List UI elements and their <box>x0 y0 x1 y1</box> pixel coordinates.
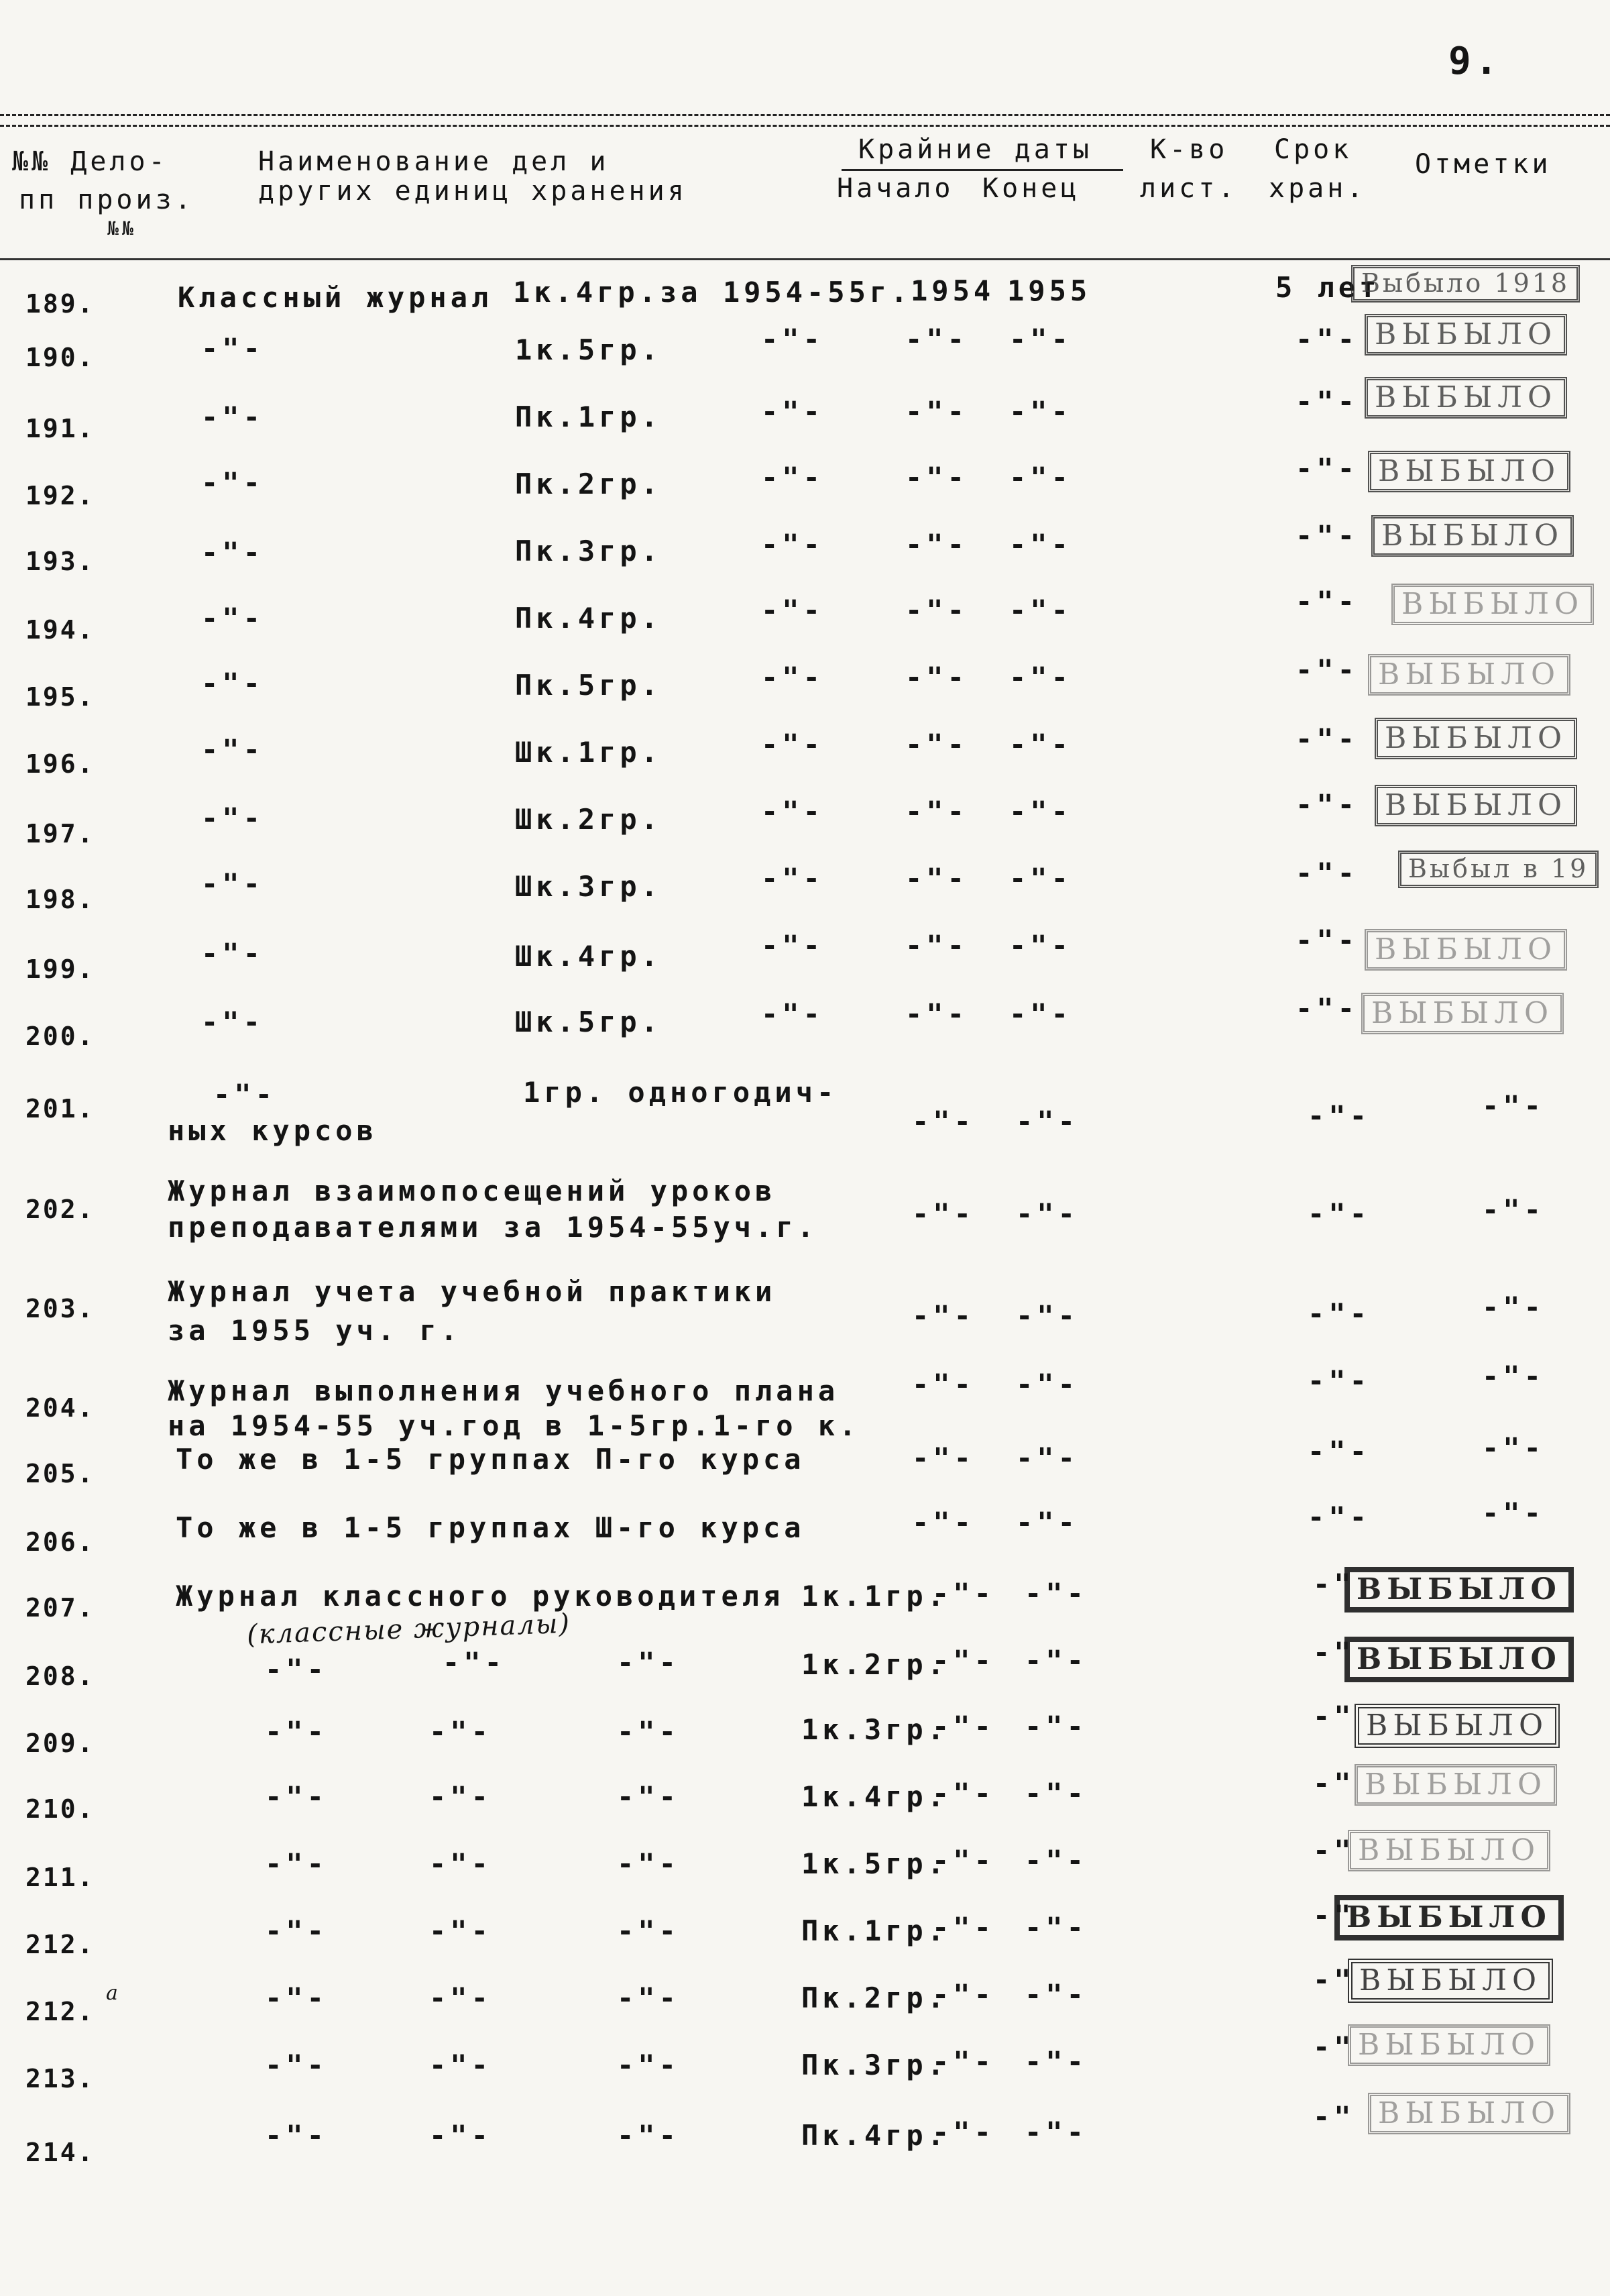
row-start: -"- <box>905 323 968 356</box>
row-start: -"- <box>905 594 968 626</box>
header-no: №№ Дело- <box>12 146 168 177</box>
row-number: 207. <box>25 1593 95 1623</box>
row-start: -"- <box>905 395 968 428</box>
vybylo-stamp: ВЫБЫЛО <box>1355 1764 1557 1806</box>
row-start: -"- <box>912 1506 975 1539</box>
row-notes: -"- <box>1482 1360 1545 1392</box>
row-number: 210. <box>25 1794 95 1824</box>
row-start: -"- <box>932 2045 995 2078</box>
row-number: 194. <box>25 615 95 645</box>
row-ditto-a: -"- <box>265 1981 328 2014</box>
row-line-1: Журнал взаимопосещений уроков <box>168 1174 777 1207</box>
row-group: 1к.4гр. <box>801 1780 949 1813</box>
row-number: 202. <box>25 1195 95 1224</box>
row-ditto-c: -"- <box>617 2119 680 2152</box>
row-start: -"- <box>912 1197 975 1230</box>
row-end: -"- <box>1009 323 1072 356</box>
row-term: -"- <box>1296 924 1359 956</box>
row-extra: -"- <box>761 795 824 828</box>
header-bottom-rule <box>0 258 1610 260</box>
row-term: -" <box>1313 1963 1355 1996</box>
row-number: 191. <box>25 414 95 443</box>
row-term: -" <box>1313 1568 1355 1600</box>
row-group: Пк.4гр. <box>801 2119 949 2152</box>
row-notes: -"- <box>1482 1496 1545 1529</box>
row-term: -"- <box>1296 992 1359 1025</box>
row-group: 1гр. одногодич- <box>523 1076 838 1109</box>
row-term: -"- <box>1296 788 1359 821</box>
header-no-2: пп произ. <box>19 184 194 215</box>
row-start: -"- <box>905 795 968 828</box>
row-extra: -"- <box>761 929 824 962</box>
row-group: Пк.1гр. <box>801 1914 949 1947</box>
row-term: -"- <box>1308 1197 1371 1230</box>
row-ditto-a: -"- <box>265 1653 328 1686</box>
row-start: -"- <box>912 1441 975 1474</box>
row-line-1: То же в 1-5 группах Ш-го курса <box>176 1511 805 1544</box>
row-number: 209. <box>25 1729 95 1758</box>
row-number: 212. <box>25 1930 95 1959</box>
header-dates: Крайние даты <box>858 134 1092 165</box>
vybylo-stamp: ВЫБЫЛО <box>1348 1959 1553 2003</box>
row-number: 201. <box>25 1094 95 1124</box>
row-start: -"- <box>932 1844 995 1877</box>
row-term: -"- <box>1308 1500 1371 1533</box>
row-line-2: на 1954-55 уч.год в 1-5гр.1-го к. <box>168 1409 860 1442</box>
vybylo-stamp: ВЫБЫЛО <box>1365 929 1567 971</box>
row-ditto-b: -"- <box>429 2048 492 2081</box>
row-group: 1к.4гр.за 1954-55г. <box>513 276 912 309</box>
header-end: Конец <box>982 173 1080 204</box>
row-ditto-b: -"- <box>429 1981 492 2014</box>
row-number: 190. <box>25 343 95 372</box>
row-start: -"- <box>932 2116 995 2148</box>
row-group: Шк.3гр. <box>515 870 663 903</box>
row-group: Пк.4гр. <box>515 602 663 635</box>
row-term: -"- <box>1296 585 1359 618</box>
vybylo-stamp: ВЫБЫЛО <box>1348 1830 1550 1871</box>
vybylo-stamp: ВЫБЫЛО <box>1368 451 1570 492</box>
row-start: -"- <box>912 1299 975 1332</box>
row-number: 199. <box>25 954 95 984</box>
row-group: Шк.1гр. <box>515 736 663 769</box>
row-end: -"- <box>1025 1844 1088 1877</box>
row-end: -"- <box>1009 997 1072 1030</box>
vybylo-stamp: Выбыл в 19 <box>1398 851 1599 888</box>
row-term: -" <box>1313 1636 1355 1669</box>
row-number: 195. <box>25 682 95 712</box>
row-group: Шк.2гр. <box>515 803 663 836</box>
row-end: -"- <box>1016 1506 1079 1539</box>
row-extra: -"- <box>761 528 824 561</box>
row-term: -"- <box>1296 653 1359 686</box>
row-start: -"- <box>905 528 968 561</box>
row-end: -"- <box>1025 1777 1088 1810</box>
row-extra: -"- <box>761 661 824 694</box>
row-number-mark: а <box>106 1981 119 2005</box>
row-ditto-c: -"- <box>617 1914 680 1947</box>
row-name: -"- <box>201 536 264 569</box>
header-term-2: хран. <box>1269 173 1367 204</box>
row-name: -"- <box>201 602 264 635</box>
row-number: 204. <box>25 1393 95 1423</box>
row-name: -"- <box>201 466 264 499</box>
row-number: 197. <box>25 819 95 849</box>
header-dates-underline <box>842 169 1123 171</box>
row-notes: -"- <box>1482 1193 1545 1226</box>
row-start: 1954 <box>911 274 995 307</box>
row-end: -"- <box>1016 1368 1079 1401</box>
row-group: 1к.3гр. <box>801 1713 949 1746</box>
vybylo-stamp: ВЫБЫЛО <box>1361 993 1564 1034</box>
row-term: 5 лет <box>1275 271 1381 304</box>
header-top-rule-2 <box>0 125 1610 127</box>
vybylo-stamp: Выбыло 1918 <box>1351 265 1580 303</box>
row-name: -"- <box>201 733 264 766</box>
row-number: 208. <box>25 1661 95 1691</box>
row-number: 212. <box>25 1997 95 2026</box>
row-number: 214. <box>25 2138 95 2167</box>
row-extra: -"- <box>761 461 824 494</box>
row-term: -"- <box>1308 1297 1371 1330</box>
row-end: -"- <box>1025 1911 1088 1944</box>
row-extra: -"- <box>761 728 824 761</box>
row-start: -"- <box>932 1577 995 1610</box>
vybylo-stamp: ВЫБЫЛО <box>1365 314 1567 356</box>
row-term: -" <box>1313 1899 1355 1932</box>
row-name: -"- <box>201 937 264 970</box>
row-number: 193. <box>25 547 95 576</box>
row-number: 198. <box>25 885 95 914</box>
row-start: -"- <box>932 1978 995 2011</box>
row-group: 1к.2гр. <box>801 1648 949 1681</box>
row-number: 211. <box>25 1863 95 1892</box>
row-ditto-c: -"- <box>617 1847 680 1880</box>
row-end: -"- <box>1016 1197 1079 1230</box>
vybylo-stamp: ВЫБЫЛО <box>1375 785 1577 826</box>
row-term: -" <box>1313 1767 1355 1800</box>
row-end: -"- <box>1025 2116 1088 2148</box>
row-extra: -"- <box>761 395 824 428</box>
row-term: -" <box>1313 2100 1355 2133</box>
row-end: -"- <box>1025 1577 1088 1610</box>
vybylo-stamp: ВЫБЫЛО <box>1391 584 1594 625</box>
row-term: -" <box>1313 2030 1355 2063</box>
row-group: Пк.3гр. <box>515 535 663 567</box>
row-end: -"- <box>1025 1978 1088 2011</box>
row-ditto-c: -"- <box>617 2048 680 2081</box>
row-start: -"- <box>912 1368 975 1401</box>
row-number: 203. <box>25 1294 95 1323</box>
vybylo-stamp: ВЫБЫЛО <box>1368 654 1570 696</box>
row-name: -"- <box>213 1078 276 1111</box>
row-group: Пк.2гр. <box>801 1981 949 2014</box>
header-top-rule <box>0 114 1610 116</box>
row-end: -"- <box>1009 528 1072 561</box>
row-end: -"- <box>1016 1299 1079 1332</box>
row-ditto-a: -"- <box>265 1715 328 1748</box>
row-notes: -"- <box>1482 1291 1545 1323</box>
row-group: 1к.5гр. <box>515 333 663 366</box>
vybylo-stamp: ВЫБЫЛО <box>1371 515 1574 557</box>
row-name: -"- <box>201 332 264 365</box>
row-end: -"- <box>1016 1105 1079 1138</box>
row-start: -"- <box>932 1644 995 1677</box>
row-group: 1к.1гр. <box>801 1580 949 1612</box>
row-group: Пк.1гр. <box>515 400 663 433</box>
row-ditto-a: -"- <box>265 2119 328 2152</box>
row-term: -"- <box>1296 519 1359 552</box>
row-ditto-a: -"- <box>265 1914 328 1947</box>
row-ditto-c: -"- <box>617 1780 680 1813</box>
row-name: -"- <box>201 667 264 700</box>
row-ditto-c: -"- <box>617 1715 680 1748</box>
vybylo-stamp: ВЫБЫЛО <box>1365 377 1567 419</box>
vybylo-stamp: ВЫБЫЛО <box>1375 718 1577 759</box>
row-term: -"- <box>1296 385 1359 418</box>
header-no-3: №№ <box>107 217 137 239</box>
row-name: -"- <box>201 867 264 900</box>
row-line-1: Журнал классного руководителя <box>176 1580 785 1612</box>
row-end: -"- <box>1009 795 1072 828</box>
row-ditto-a: -"- <box>265 2048 328 2081</box>
row-term: -"- <box>1296 857 1359 889</box>
vybylo-stamp: ВЫБЫЛО <box>1344 1567 1574 1612</box>
row-number: 205. <box>25 1459 95 1488</box>
header-notes: Отметки <box>1415 149 1552 180</box>
row-end: -"- <box>1016 1441 1079 1474</box>
row-name-continued: ных курсов <box>168 1114 378 1147</box>
row-term: -" <box>1313 1834 1355 1867</box>
header-name-2: других единиц хранения <box>258 176 687 207</box>
row-end: -"- <box>1025 2045 1088 2078</box>
row-ditto-a: -"- <box>265 1780 328 1813</box>
row-extra: -"- <box>761 997 824 1030</box>
row-start: -"- <box>905 929 968 962</box>
row-term: -" <box>1313 1700 1355 1733</box>
row-term: -"- <box>1296 722 1359 755</box>
row-group: 1к.5гр. <box>801 1847 949 1880</box>
row-number: 206. <box>25 1527 95 1557</box>
row-end: -"- <box>1009 929 1072 962</box>
row-term: -"- <box>1296 452 1359 485</box>
row-name: -"- <box>201 400 264 433</box>
row-ditto-b: -"- <box>429 1780 492 1813</box>
row-term: -"- <box>1308 1099 1371 1132</box>
row-group: Пк.5гр. <box>515 669 663 702</box>
row-line-1: Журнал выполнения учебного плана <box>168 1374 840 1407</box>
row-start: -"- <box>905 728 968 761</box>
row-number: 200. <box>25 1022 95 1051</box>
row-ditto-c: -"- <box>617 1981 680 2014</box>
row-term: -"- <box>1296 323 1359 356</box>
row-end: -"- <box>1025 1710 1088 1743</box>
row-group: Шк.4гр. <box>515 940 663 973</box>
row-end: -"- <box>1009 661 1072 694</box>
row-start: -"- <box>932 1777 995 1810</box>
row-term: -"- <box>1308 1435 1371 1468</box>
row-end: 1955 <box>1007 274 1092 307</box>
row-term: -"- <box>1308 1364 1371 1397</box>
row-name: -"- <box>201 802 264 834</box>
header-sheets: К-во <box>1150 134 1228 165</box>
row-number: 189. <box>25 289 95 319</box>
row-start: -"- <box>932 1710 995 1743</box>
row-start: -"- <box>905 461 968 494</box>
row-ditto-a: -"- <box>265 1847 328 1880</box>
row-notes: -"- <box>1482 1089 1545 1122</box>
row-extra: -"- <box>761 594 824 626</box>
row-extra: -"- <box>761 862 824 895</box>
row-group: Пк.3гр. <box>801 2048 949 2081</box>
row-name: -"- <box>201 1005 264 1038</box>
row-start: -"- <box>905 661 968 694</box>
row-ditto-b: -"- <box>429 1914 492 1947</box>
row-end: -"- <box>1009 728 1072 761</box>
row-line-2: за 1955 уч. г. <box>168 1314 462 1347</box>
row-start: -"- <box>905 862 968 895</box>
row-start: -"- <box>912 1105 975 1138</box>
row-group: Шк.5гр. <box>515 1005 663 1038</box>
row-group: Пк.2гр. <box>515 468 663 500</box>
row-extra: -"- <box>761 323 824 356</box>
row-number: 192. <box>25 481 95 510</box>
row-line-2: преподавателями за 1954-55уч.г. <box>168 1211 818 1244</box>
row-name: Классный журнал <box>178 281 493 314</box>
row-end: -"- <box>1025 1644 1088 1677</box>
row-number: 196. <box>25 749 95 779</box>
row-ditto-b: -"- <box>429 1715 492 1748</box>
header-term: Срок <box>1274 134 1353 165</box>
row-line-1: То же в 1-5 группах П-го курса <box>176 1443 805 1476</box>
header-start: Начало <box>837 173 954 204</box>
row-number: 213. <box>25 2064 95 2093</box>
vybylo-stamp: ВЫБЫЛО <box>1348 2024 1550 2066</box>
row-end: -"- <box>1009 862 1072 895</box>
page-number: 9. <box>1448 40 1502 83</box>
row-start: -"- <box>905 997 968 1030</box>
vybylo-stamp: ВЫБЫЛО <box>1368 2093 1570 2134</box>
vybylo-stamp: ВЫБЫЛО <box>1334 1895 1564 1940</box>
row-notes: -"- <box>1482 1431 1545 1464</box>
row-line-1: Журнал учета учебной практики <box>168 1275 777 1308</box>
row-ditto-b: -"- <box>443 1646 506 1679</box>
header-name: Наименование дел и <box>258 146 610 177</box>
row-end: -"- <box>1009 594 1072 626</box>
handwritten-note: (классные журналы) <box>246 1608 571 1651</box>
row-start: -"- <box>932 1911 995 1944</box>
row-end: -"- <box>1009 395 1072 428</box>
row-ditto-c: -"- <box>617 1646 680 1679</box>
vybylo-stamp: ВЫБЫЛО <box>1344 1637 1574 1682</box>
row-ditto-b: -"- <box>429 1847 492 1880</box>
header-sheets-2: лист. <box>1140 173 1238 204</box>
row-ditto-b: -"- <box>429 2119 492 2152</box>
vybylo-stamp: ВЫБЫЛО <box>1355 1704 1560 1748</box>
row-end: -"- <box>1009 461 1072 494</box>
